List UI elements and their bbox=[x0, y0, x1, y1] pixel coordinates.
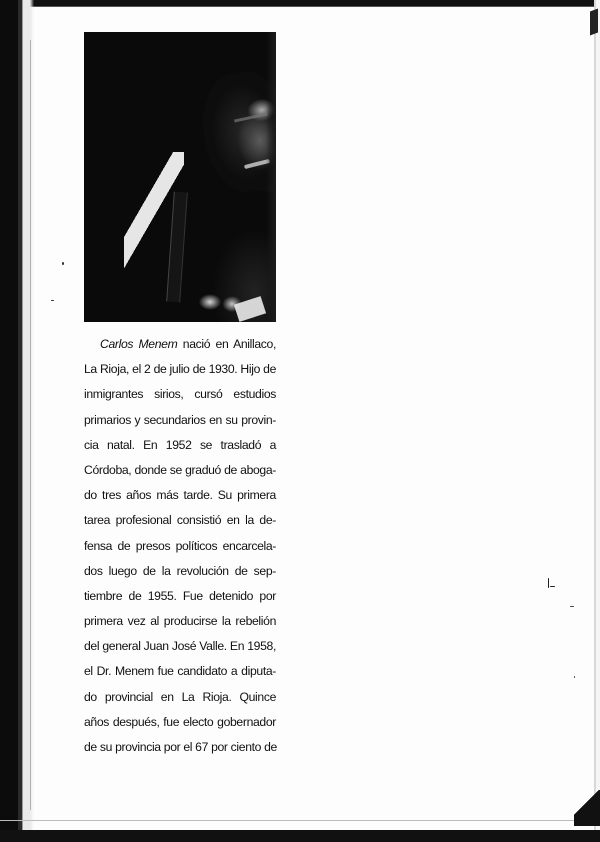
portrait-photo bbox=[84, 32, 276, 322]
text-line: Córdoba, donde se graduó de aboga- bbox=[84, 462, 276, 477]
text-line: cia natal. En 1952 se trasladó a bbox=[84, 437, 276, 452]
text-line: años después, fue electo gobernador bbox=[84, 714, 276, 729]
text-line: el Dr. Menem fue candidato a diputa- bbox=[84, 664, 276, 679]
text-line: tiembre de 1955. Fue detenido por bbox=[84, 588, 276, 603]
scan-edge-line bbox=[30, 40, 31, 810]
text-line: del general Juan José Valle. En 1958, bbox=[84, 639, 276, 654]
scan-speck bbox=[550, 586, 555, 587]
text-line: do provincial en La Rioja. Quince bbox=[84, 689, 276, 704]
scan-corner bbox=[574, 790, 600, 826]
text-line: do tres años más tarde. Su primera bbox=[84, 488, 276, 503]
text-line: fensa de presos políticos encarcela- bbox=[84, 538, 276, 553]
text-line: de su provincia por el 67 por ciento de bbox=[84, 740, 277, 754]
text-line: tarea profesional consistió en la de- bbox=[84, 513, 276, 528]
person-name: Carlos Menem bbox=[100, 337, 178, 351]
text-line: primera vez al producirse la rebelión bbox=[84, 614, 276, 629]
text-line: La Rioja, el 2 de julio de 1930. Hijo de bbox=[84, 362, 276, 377]
scan-speck bbox=[51, 300, 54, 301]
scan-edge-bottom bbox=[0, 818, 600, 842]
text-line-rest: nació en Anillaco, bbox=[177, 337, 277, 351]
scan-speck bbox=[62, 262, 64, 265]
text-line bbox=[84, 332, 276, 357]
biography-text bbox=[84, 332, 276, 760]
text-line: inmigrantes sirios, cursó estudios bbox=[84, 387, 276, 402]
scan-edge-right bbox=[580, 0, 600, 842]
scan-edge-left bbox=[0, 0, 34, 842]
scan-speck bbox=[548, 578, 549, 588]
photo-edge bbox=[266, 32, 276, 322]
text-line: dos luego de la revolución de sep- bbox=[84, 563, 276, 578]
scan-speck bbox=[570, 606, 574, 607]
scan-edge-top bbox=[0, 0, 600, 10]
scan-mark bbox=[590, 9, 598, 36]
scan-speck bbox=[574, 676, 575, 678]
text-line: primarios y secundarios en su provin- bbox=[84, 412, 276, 427]
